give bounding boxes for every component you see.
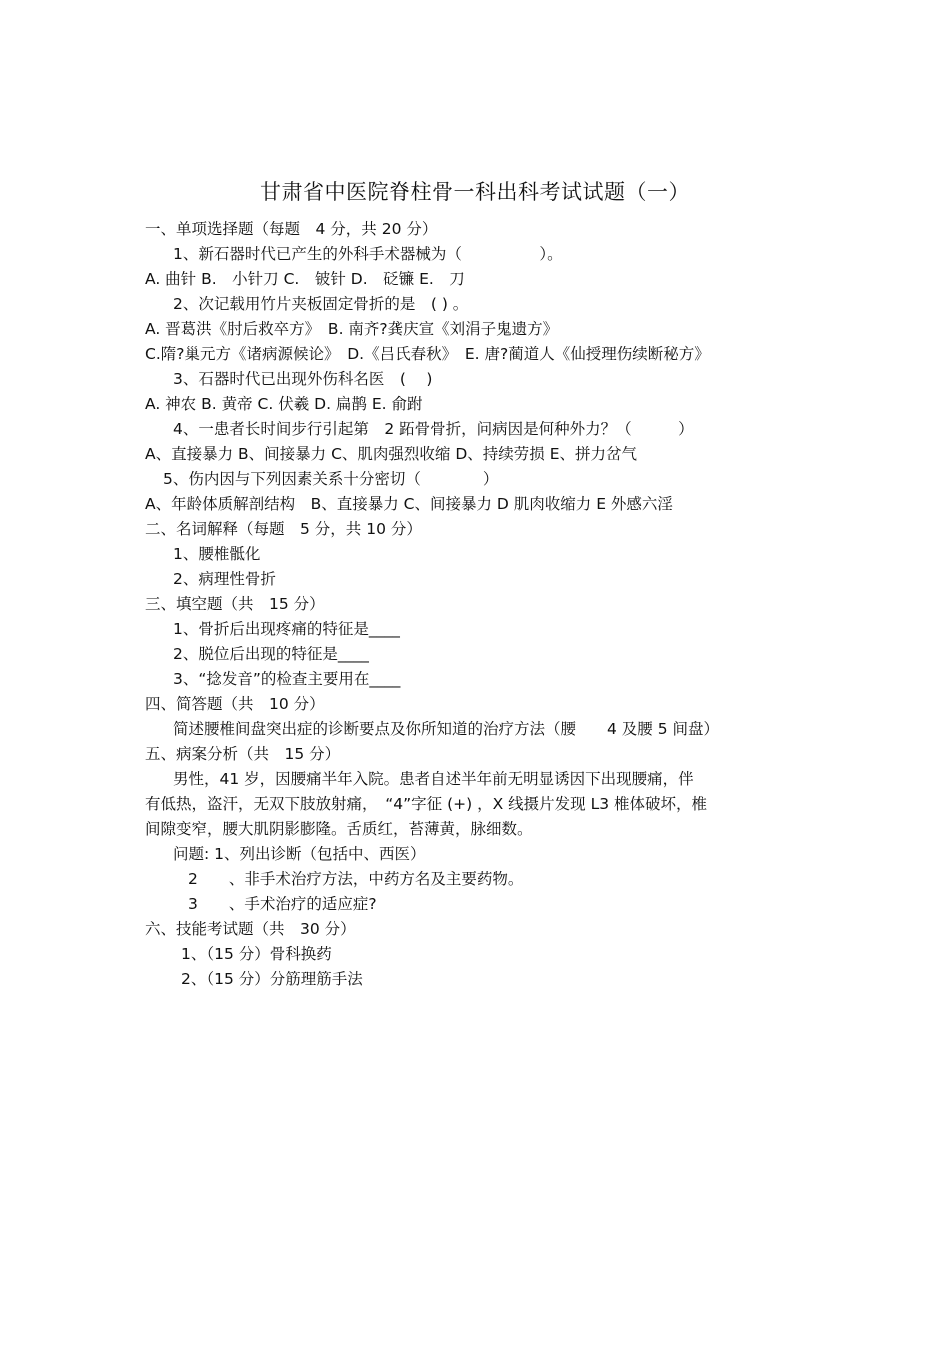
question-1-4: 4、一患者长时间步行引起第 2 跖骨骨折，问病因是何种外力？（ ）: [173, 420, 694, 438]
question-2-2: 2、病理性骨折: [173, 570, 276, 588]
question-2-1: 1、腰椎骶化: [173, 545, 261, 563]
question-4-1: 简述腰椎间盘突出症的诊断要点及你所知道的治疗方法（腰 4 及腰 5 间盘）: [173, 720, 720, 738]
question-1-5: 5、伤内因与下列因素关系十分密切（ ）: [163, 470, 499, 488]
question-3-2: 2、脱位后出现的特征是____: [173, 645, 369, 663]
section-2-heading: 二、名词解释（每题 5 分，共 10 分）: [145, 520, 422, 538]
question-1-2-options-a: A. 晋葛洪《肘后救卒方》 B. 南齐?龚庆宣《刘涓子鬼遗方》: [145, 320, 559, 338]
section-3-heading: 三、填空题（共 15 分）: [145, 595, 325, 613]
case-question-1: 问题: 1、列出诊断（包括中、西医）: [173, 845, 426, 863]
question-3-1: 1、骨折后出现疼痛的特征是____: [173, 620, 400, 638]
question-1-2-options-c: C.隋?巢元方《诸病源候论》 D.《吕氏春秋》 E. 唐?蔺道人《仙授理伤续断秘方》: [145, 345, 710, 363]
question-1-5-options: A、年龄体质解剖结构 B、直接暴力 C、间接暴力 D 肌肉收缩力 E 外感六淫: [145, 495, 673, 513]
case-text-line-3: 间隙变窄，腰大肌阴影膨隆。舌质红，苔薄黄，脉细数。: [145, 820, 533, 838]
question-6-2: 2、（15 分）分筋理筋手法: [181, 970, 363, 988]
case-text-line-1: 男性，41 岁，因腰痛半年入院。患者自述半年前无明显诱因下出现腰痛，伴: [173, 770, 694, 788]
case-question-3: 3 、手术治疗的适应症?: [188, 895, 377, 913]
question-1-2: 2、次记载用竹片夹板固定骨折的是 ( ) 。: [173, 295, 469, 313]
question-1-4-options: A、直接暴力 B、间接暴力 C、肌肉强烈收缩 D、持续劳损 E、拼力岔气: [145, 445, 637, 463]
question-3-3: 3、“捻发音”的检查主要用在____: [173, 670, 401, 688]
question-1-1: 1、新石器时代已产生的外科手术器械为（ ）。: [173, 245, 563, 263]
section-5-heading: 五、病案分析（共 15 分）: [145, 745, 341, 763]
section-1-heading: 一、单项选择题（每题 4 分，共 20 分）: [145, 220, 438, 238]
question-6-1: 1、（15 分）骨科换药: [181, 945, 332, 963]
question-1-3: 3、石器时代已出现外伤科名医 ( ): [173, 370, 433, 388]
case-text-line-2: 有低热，盗汗，无双下肢放射痛， “4”字征 (+) ，X 线摄片发现 L3 椎体破坏，椎: [145, 795, 708, 813]
exam-title: 甘肃省中医院脊柱骨一科出科考试试题（一）: [260, 180, 690, 204]
case-question-2: 2 、非手术治疗方法，中药方名及主要药物。: [188, 870, 524, 888]
section-4-heading: 四、简答题（共 10 分）: [145, 695, 325, 713]
section-6-heading: 六、技能考试题（共 30 分）: [145, 920, 356, 938]
question-1-3-options: A. 神农 B. 黄帝 C. 伏羲 D. 扁鹊 E. 俞跗: [145, 395, 423, 413]
question-1-1-options: A. 曲针 B. 小针刀 C. 铍针 D. 砭镰 E. 刀: [145, 270, 465, 288]
